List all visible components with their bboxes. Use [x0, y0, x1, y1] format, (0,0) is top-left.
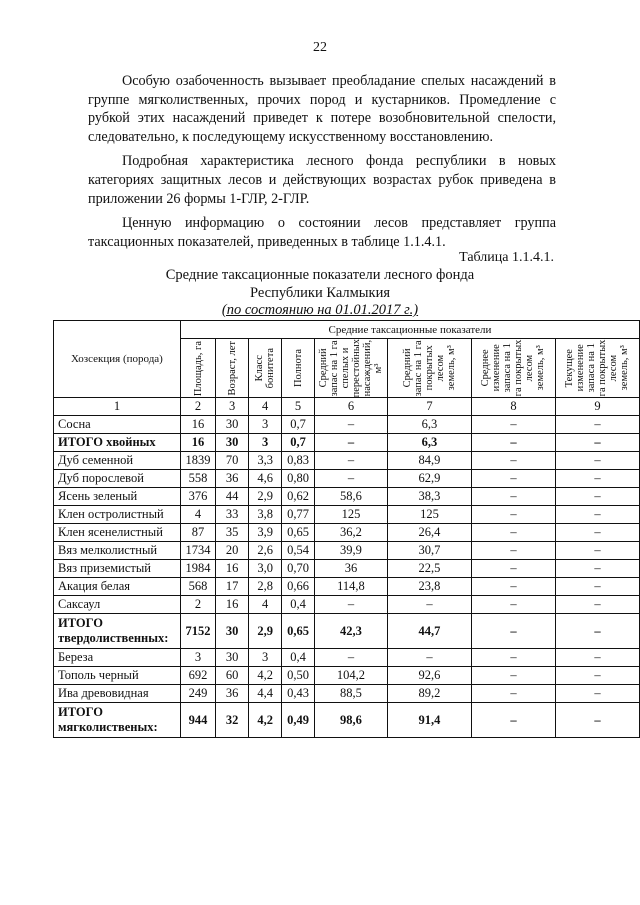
table-cell: 88,5	[314, 685, 387, 703]
table-cell: 2,8	[249, 578, 282, 596]
table-cell: 568	[180, 578, 215, 596]
table-cell: 16	[180, 416, 215, 434]
table-cell: 36	[314, 560, 387, 578]
table-cell: 4	[249, 596, 282, 614]
table-cell: 89,2	[387, 685, 471, 703]
table-cell: 58,6	[314, 488, 387, 506]
table-cell: 16	[180, 434, 215, 452]
table-cell: 692	[180, 667, 215, 685]
table-cell: 3	[180, 649, 215, 667]
table-cell: –	[471, 560, 555, 578]
body-text	[88, 72, 556, 257]
table-cell: 3,3	[249, 452, 282, 470]
paragraph: Подробная характеристика лесного фонда республики в новых категориях защитных лесов и действующих возрастах рубок приведена в приложении 26 формы 1-ГЛР, 2-ГЛР.	[88, 153, 556, 207]
table-cell: 1839	[180, 452, 215, 470]
table-cell: 3	[249, 416, 282, 434]
paragraph: Ценную информацию о состоянии лесов представляет группа таксационных показателей, приведенных в таблице 1.1.4.1.	[88, 215, 556, 250]
species-name: Клен ясенелистный	[54, 524, 181, 542]
table-cell: 0,4	[282, 596, 315, 614]
table-cell: 30	[216, 614, 249, 649]
table-cell: 30	[216, 434, 249, 452]
col-header-area: Площадь, га	[180, 339, 215, 398]
species-name: Саксаул	[54, 596, 181, 614]
col-header-current-change: Текущее изменение запаса на 1 га покрытых лесом земель, м³	[555, 339, 639, 398]
table-cell: –	[555, 488, 639, 506]
species-name: ИТОГО мягколиственых:	[54, 703, 181, 738]
table-cell: 0,66	[282, 578, 315, 596]
table-cell: 38,3	[387, 488, 471, 506]
column-index: 1	[54, 398, 181, 416]
table-cell: 26,4	[387, 524, 471, 542]
table-cell: –	[314, 434, 387, 452]
table-cell: –	[555, 578, 639, 596]
table-cell: 125	[387, 506, 471, 524]
table-cell: 3,9	[249, 524, 282, 542]
table-cell: –	[314, 470, 387, 488]
table-cell: 2,9	[249, 614, 282, 649]
table-cell: 20	[216, 542, 249, 560]
table-cell: 944	[180, 703, 215, 738]
species-name: Клен остролистный	[54, 506, 181, 524]
table-cell: –	[471, 434, 555, 452]
col-header-stock-mature: Средний запас на 1 га спелых и перестойных насаждений, м³	[314, 339, 387, 398]
column-index: 5	[282, 398, 315, 416]
table-cell: 87	[180, 524, 215, 542]
species-name: Вяз приземистый	[54, 560, 181, 578]
table-cell: –	[555, 470, 639, 488]
table-cell: 36	[216, 470, 249, 488]
table-cell: 114,8	[314, 578, 387, 596]
col-header-section: Хозсекция (порода)	[54, 321, 181, 398]
table-cell: –	[471, 578, 555, 596]
table-row	[54, 614, 640, 649]
table-cell: 2,6	[249, 542, 282, 560]
table-cell: 4,2	[249, 703, 282, 738]
table-cell: –	[471, 649, 555, 667]
table-cell: 0,7	[282, 416, 315, 434]
table-row	[54, 578, 640, 596]
table-cell: 36,2	[314, 524, 387, 542]
table-title-line: Средние таксационные показатели лесного фонда	[165, 267, 475, 283]
species-name: Береза	[54, 649, 181, 667]
table-cell: 2	[180, 596, 215, 614]
table-cell: 60	[216, 667, 249, 685]
table-cell: 0,49	[282, 703, 315, 738]
table-cell: –	[471, 452, 555, 470]
table-cell: –	[387, 596, 471, 614]
table-cell: 3,0	[249, 560, 282, 578]
table-cell: 0,50	[282, 667, 315, 685]
table-cell: –	[555, 416, 639, 434]
paragraph: Особую озабоченность вызывает преобладание спелых насаждений в группе мягколиственных, прочих пород и кустарников. Промедление с рубкой этих насаждений приведет к потере возобновительной спелости, следовательно, к последующему искусственному восстановлению.	[88, 73, 556, 145]
table-cell: 6,3	[387, 434, 471, 452]
table-cell: –	[555, 703, 639, 738]
species-name: Сосна	[54, 416, 181, 434]
table-cell: 62,9	[387, 470, 471, 488]
table-cell: 30	[216, 649, 249, 667]
table-cell: 91,4	[387, 703, 471, 738]
table-row	[54, 452, 640, 470]
table-cell: –	[555, 452, 639, 470]
table-row	[54, 649, 640, 667]
table-cell: 125	[314, 506, 387, 524]
table-row	[54, 542, 640, 560]
table-cell: 1734	[180, 542, 215, 560]
col-header-age: Возраст, лет	[216, 339, 249, 398]
column-index: 8	[471, 398, 555, 416]
table-cell: 3	[249, 434, 282, 452]
table-cell: 44	[216, 488, 249, 506]
column-index: 7	[387, 398, 471, 416]
table-cell: –	[471, 542, 555, 560]
table-cell: –	[555, 649, 639, 667]
table-row	[54, 596, 640, 614]
table-cell: –	[471, 524, 555, 542]
table-cell: –	[471, 703, 555, 738]
table-row	[54, 434, 640, 452]
table-cell: 92,6	[387, 667, 471, 685]
table-cell: –	[555, 560, 639, 578]
column-index: 4	[249, 398, 282, 416]
table-cell: –	[387, 649, 471, 667]
col-header-avg-change: Среднее изменение запаса на 1 га покрытых лесом земель, м³	[471, 339, 555, 398]
table-cell: –	[471, 596, 555, 614]
table-cell: 32	[216, 703, 249, 738]
table-cell: 33	[216, 506, 249, 524]
table-cell: –	[471, 506, 555, 524]
table-cell: –	[555, 434, 639, 452]
table-cell: 16	[216, 560, 249, 578]
table-cell: 30,7	[387, 542, 471, 560]
col-header-stock-covered: Средний запас на 1 га покрытых лесом земель, м³	[387, 339, 471, 398]
table-cell: –	[555, 524, 639, 542]
table-cell: 23,8	[387, 578, 471, 596]
table-cell: 104,2	[314, 667, 387, 685]
table-row	[54, 488, 640, 506]
species-name: Вяз мелколистный	[54, 542, 181, 560]
table-cell: 70	[216, 452, 249, 470]
table-cell: 0,65	[282, 524, 315, 542]
table-cell: 35	[216, 524, 249, 542]
table-cell: 4,6	[249, 470, 282, 488]
table-cell: 0,4	[282, 649, 315, 667]
table-cell: 2,9	[249, 488, 282, 506]
table-cell: –	[555, 542, 639, 560]
table-cell: 36	[216, 685, 249, 703]
table-cell: 0,62	[282, 488, 315, 506]
table-cell: 558	[180, 470, 215, 488]
table-row	[54, 416, 640, 434]
table-label: Таблица 1.1.4.1.	[459, 250, 554, 265]
table-cell: 4,4	[249, 685, 282, 703]
table-cell: –	[555, 596, 639, 614]
table-title	[0, 267, 640, 320]
table-cell: –	[314, 416, 387, 434]
table-row	[54, 560, 640, 578]
table-cell: 376	[180, 488, 215, 506]
table-cell: 7152	[180, 614, 215, 649]
table-cell: –	[555, 685, 639, 703]
table-cell: 84,9	[387, 452, 471, 470]
species-name: Дуб порослевой	[54, 470, 181, 488]
species-name: Акация белая	[54, 578, 181, 596]
table-row	[54, 506, 640, 524]
table-row	[54, 470, 640, 488]
table-cell: 0,43	[282, 685, 315, 703]
table-row	[54, 685, 640, 703]
table-cell: 0,7	[282, 434, 315, 452]
table-cell: 0,80	[282, 470, 315, 488]
species-name: Ясень зеленый	[54, 488, 181, 506]
column-index: 9	[555, 398, 639, 416]
table-cell: –	[555, 506, 639, 524]
table-cell: –	[471, 685, 555, 703]
species-name: ИТОГО хвойных	[54, 434, 181, 452]
table-cell: –	[314, 596, 387, 614]
table-cell: 22,5	[387, 560, 471, 578]
col-header-bonitet: Класс бонитета	[249, 339, 282, 398]
col-header-density: Полнота	[282, 339, 315, 398]
table-row	[54, 703, 640, 738]
table-cell: 0,65	[282, 614, 315, 649]
column-index: 3	[216, 398, 249, 416]
table-cell: 6,3	[387, 416, 471, 434]
table-cell: –	[471, 488, 555, 506]
species-name: Дуб семенной	[54, 452, 181, 470]
table-cell: 39,9	[314, 542, 387, 560]
table-cell: 0,70	[282, 560, 315, 578]
table-cell: –	[555, 667, 639, 685]
column-index: 6	[314, 398, 387, 416]
table-cell: –	[555, 614, 639, 649]
table-cell: 30	[216, 416, 249, 434]
taxation-table	[53, 320, 640, 738]
table-cell: 17	[216, 578, 249, 596]
table-cell: 1984	[180, 560, 215, 578]
table-cell: –	[471, 614, 555, 649]
table-cell: 4,2	[249, 667, 282, 685]
species-name: Тополь черный	[54, 667, 181, 685]
table-cell: 249	[180, 685, 215, 703]
table-cell: 16	[216, 596, 249, 614]
table-row	[54, 667, 640, 685]
table-cell: 44,7	[387, 614, 471, 649]
table-cell: 42,3	[314, 614, 387, 649]
table-row	[54, 524, 640, 542]
table-cell: –	[314, 649, 387, 667]
table-title-date: (по состоянию на 01.01.2017 г.)	[221, 302, 419, 318]
index-row	[54, 398, 640, 416]
group-header: Средние таксационные показатели	[180, 321, 639, 339]
table-cell: 0,77	[282, 506, 315, 524]
table-cell: 4	[180, 506, 215, 524]
table-cell: –	[314, 452, 387, 470]
table-cell: 98,6	[314, 703, 387, 738]
table-title-line: Республики Калмыкия	[249, 284, 391, 301]
table-cell: –	[471, 470, 555, 488]
table-cell: 3,8	[249, 506, 282, 524]
table-cell: 3	[249, 649, 282, 667]
table-cell: 0,83	[282, 452, 315, 470]
species-name: Ива древовидная	[54, 685, 181, 703]
species-name: ИТОГО твердолиственных:	[54, 614, 181, 649]
column-index: 2	[180, 398, 215, 416]
table-cell: 0,54	[282, 542, 315, 560]
table-cell: –	[471, 416, 555, 434]
page-number: 22	[313, 40, 327, 55]
table-cell: –	[471, 667, 555, 685]
